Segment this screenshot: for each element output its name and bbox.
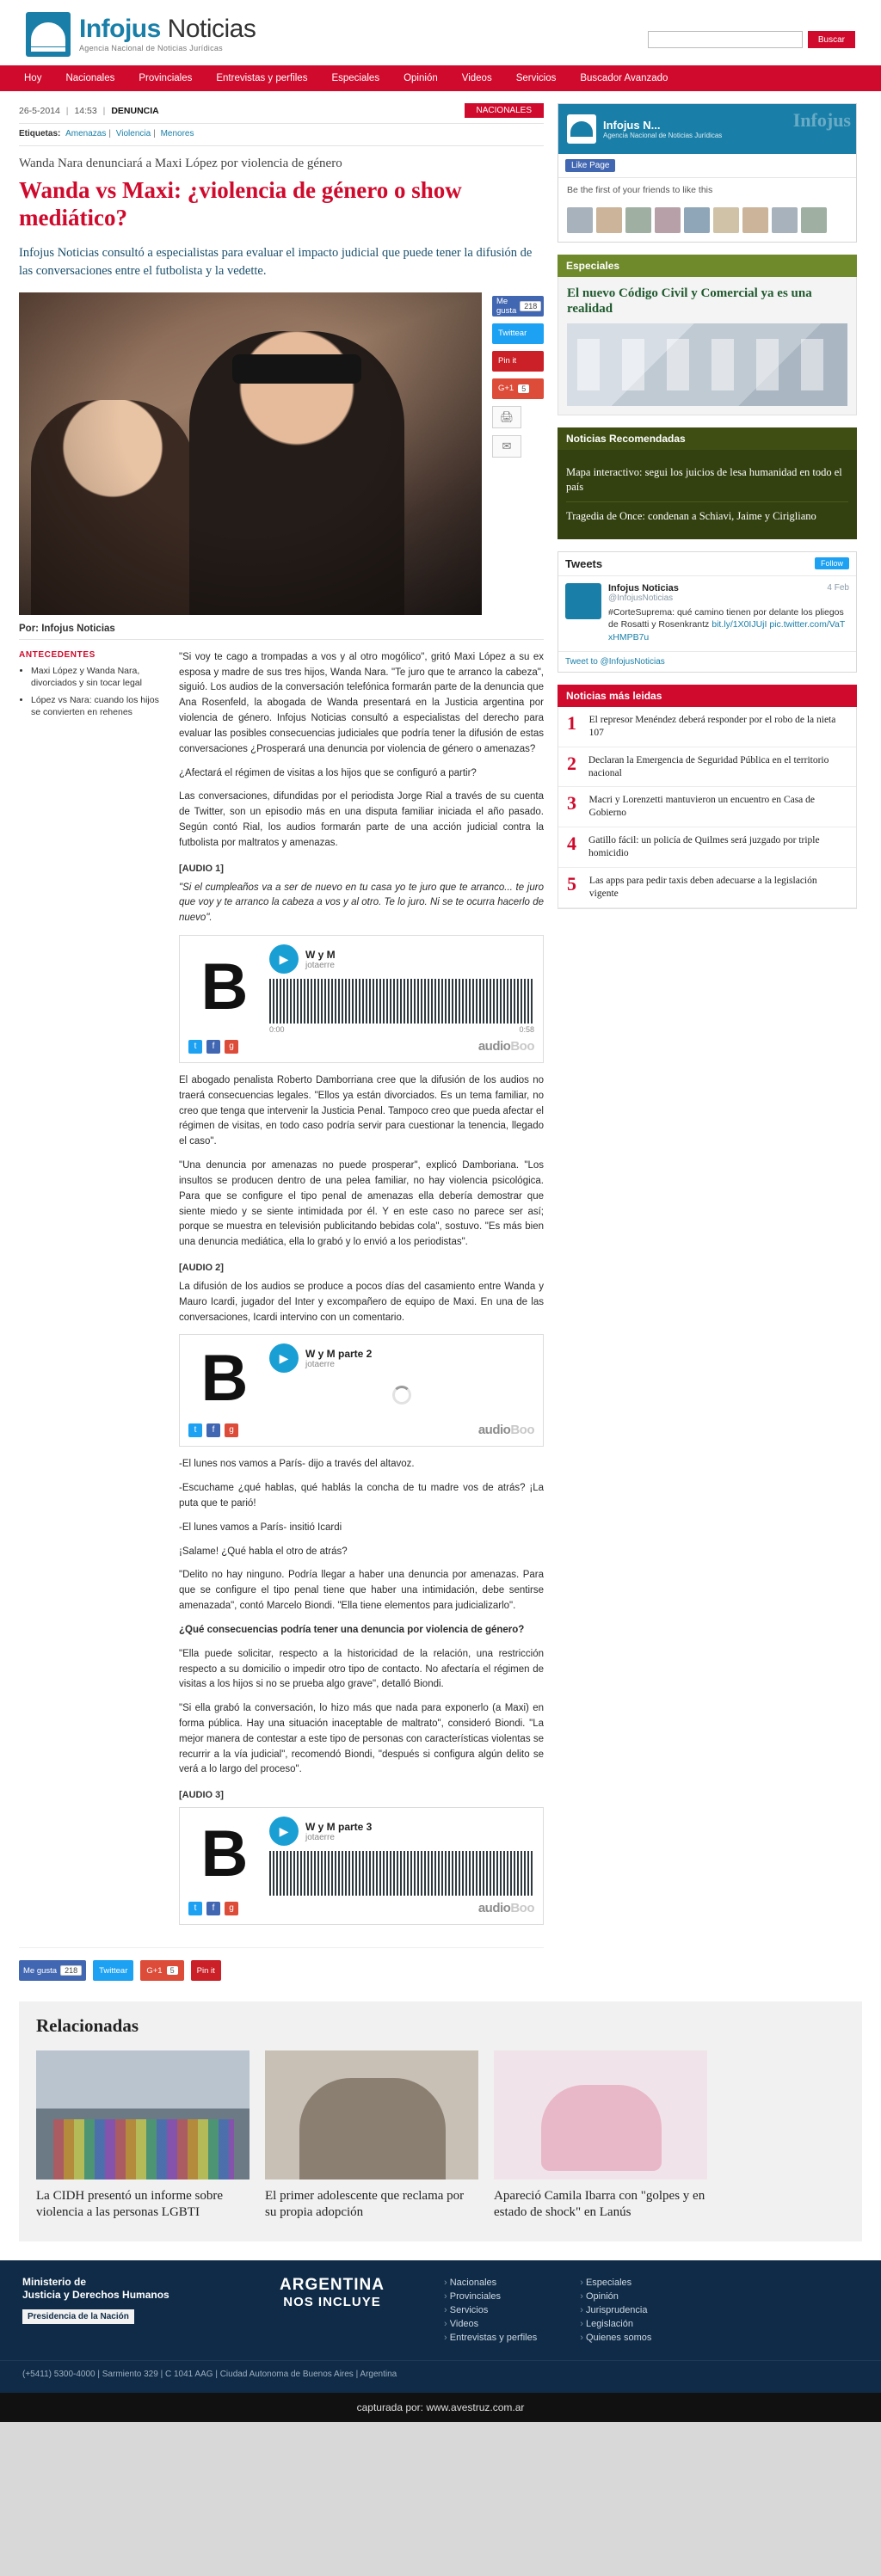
article-photo [19,292,482,615]
main-nav[interactable] [0,65,881,91]
audio-title: W y M parte 3 [305,1820,373,1833]
article-body [179,650,544,1935]
twitter-follow-button[interactable]: Follow [815,557,849,569]
recomendada-item[interactable]: Mapa interactivo: segui los juicios de lesa humanidad en todo el país [566,458,848,502]
audio-author: jotaerre [305,1359,335,1369]
twitter-widget[interactable] [558,551,857,673]
related-card[interactable] [265,2050,478,2221]
twitter-icon[interactable]: t [188,1423,202,1437]
tag-violencia[interactable]: Violencia [115,129,151,138]
rank-number: 3 [567,792,576,815]
recomendada-item[interactable]: Tragedia de Once: condenan a Schiavi, Jaime y Cirigliano [566,509,816,522]
antecedentes-item[interactable]: • Maxi López y Wanda Nara, divorciados y sin tocar legal [31,665,165,689]
footer-link[interactable]: › Quienes somos [580,2331,651,2345]
article-meta: 26-5-2014 | 14:53 | DENUNCIA NACIONALES [19,103,544,124]
especiales-image [567,323,847,406]
tweet-date: 4 Feb [827,582,849,593]
footer-column-2 [580,2276,651,2345]
especiales-panel [558,255,857,415]
audio-player-1[interactable] [179,935,544,1063]
most-read-title: Macri y Lorenzetti mantuvieron un encuentro en Casa de Gobierno [588,795,815,819]
related-heading: Relacionadas [36,2015,139,2037]
audioboo-logo-icon: B [188,1344,261,1417]
pinterest-share-label: Pin it [196,1965,215,1976]
facebook-icon[interactable]: f [206,1423,220,1437]
nav-item-especiales[interactable]: Especiales [331,73,380,83]
twitter-icon[interactable]: t [188,1902,202,1915]
article-date: 26-5-2014 [19,105,60,116]
related-title: Apareció Camila Ibarra con "golpes y en estado de shock" en Lanús [494,2189,705,2219]
gplus-count: 5 [518,384,529,393]
most-read-title: El represor Menéndez deberá responder por el robo de la nieta 107 [588,714,836,738]
article-overline: Wanda Nara denunciará a Maxi López por violencia de género [19,157,342,170]
play-button[interactable]: ▶ [269,1343,299,1373]
twitter-share-button[interactable] [93,1960,133,1981]
audioboo-logo-icon: B [188,1820,261,1892]
brand-title: Infojus Noticias [79,15,256,43]
most-read-header: Noticias más leidas [558,685,857,707]
capture-watermark: capturada por: www.avestruz.com.ar [0,2393,881,2422]
site-header [0,0,881,65]
player-share-icons[interactable] [188,1040,238,1054]
facebook-like-count: 218 [60,1965,82,1976]
audio-time-start: 0:00 [269,1025,285,1034]
most-read-title: Las apps para pedir taxis deben adecuarse a la legislación vigente [588,876,817,900]
antecedentes-item[interactable]: • López vs Nara: cuando los hijos se convierten en rehenes [31,694,165,718]
list-item[interactable] [558,868,856,908]
gplus-label: G+1 [146,1965,163,1976]
gplus-share-button[interactable] [492,378,544,399]
article-byline: Por: Infojus Noticias [19,615,544,640]
rank-number: 1 [567,711,576,734]
facebook-page-header: Infojus N... Agencia Nacional de Noticias Jurídicas Infojus [558,104,856,154]
audio-time-end: 0:58 [519,1025,534,1034]
footer-column-1 [444,2276,537,2345]
paragraph: La difusión de los audios se produce a pocos días del casamiento entre Wanda y Mauro Icardi, jugador del Inter y excompañero de equipo de Maxi. En una de las conversaciones, Icardi intervino con un comentario. [179,1281,544,1323]
gplus-icon[interactable]: g [225,1040,238,1054]
audio-title: W y M [305,948,336,961]
avatar [565,583,601,619]
gplus-count: 5 [167,1966,178,1975]
presidency-badge: Presidencia de la Nación [22,2309,134,2324]
tag-amenazas[interactable]: Amenazas [65,129,107,138]
brand-tagline: Agencia Nacional de Noticias Jurídicas [79,44,223,52]
recomendadas-panel [558,427,857,539]
footer-link[interactable]: › Nacionales [444,2276,537,2290]
page-title: Wanda vs Maxi: ¿violencia de género o show mediático? [19,177,462,231]
twitter-share-label: Twittear [99,1965,128,1976]
tags-label: Etiquetas: [19,129,61,138]
infojus-logo-icon [26,12,71,57]
search-form[interactable] [648,31,855,48]
facebook-page-sub: Agencia Nacional de Noticias Jurídicas [603,132,723,139]
most-read-title: Gatillo fácil: un policía de Quilmes será juzgado por triple homicidio [588,835,820,859]
facebook-widget-text: Be the first of your friends to like this [567,185,713,195]
footer-link[interactable]: › Opinión [580,2290,651,2303]
list-item[interactable] [558,787,856,827]
tweet-text: #CorteSuprema: qué camino tienen por delante los pliegos de Rosatti y Rosenkrantz [608,606,844,630]
dialogue-line: -El lunes nos vamos a París- dijo a través del altavoz. [179,1459,415,1470]
pinterest-share-button[interactable] [191,1960,221,1981]
list-item[interactable] [558,747,856,788]
antecedentes-heading: ANTECEDENTES [19,649,95,660]
rank-number: 2 [567,752,576,774]
argentina-line-2: NOS INCLUYE [283,2294,381,2309]
facebook-like-label: Me gusta [23,1965,58,1976]
ministry-line-2: Justicia y Derechos Humanos [22,2289,169,2302]
nav-item-hoy[interactable]: Hoy [24,73,42,83]
nav-item-provinciales[interactable]: Provinciales [139,73,193,83]
audio-2-label: [AUDIO 2] [179,1262,224,1273]
footer-contact-text: (+5411) 5300-4000 | Sarmiento 329 | C 1041 AAG | Ciudad Autonoma de Buenos Aires | Argentina [22,2369,397,2379]
ministry-line-1: Ministerio de [22,2275,87,2288]
facebook-icon[interactable]: f [206,1902,220,1915]
related-image [494,2050,707,2179]
recomendadas-header: Noticias Recomendadas [558,427,857,450]
article-time: 14:53 [74,105,97,116]
footer-link[interactable]: › Videos [444,2317,537,2331]
tweet-user[interactable]: Infojus Noticias [608,582,679,593]
antecedentes-box [19,650,165,1935]
nav-item-nacionales[interactable]: Nacionales [65,73,115,83]
especiales-header: Especiales [558,255,857,277]
article-column [19,103,544,1986]
tag-menores[interactable]: Menores [160,129,194,138]
nav-item-servicios[interactable]: Servicios [515,73,557,83]
player-share-icons[interactable] [188,1902,238,1915]
pinterest-share-label: Pin it [498,356,517,366]
facebook-like-button[interactable] [19,1960,86,1981]
sidebar [558,103,857,1986]
facebook-friend-avatars [558,202,856,242]
most-read-title: Declaran la Emergencia de Seguridad Pública en el territorio nacional [588,754,829,778]
audio-title: W y M parte 2 [305,1347,373,1360]
article-kicker: DENUNCIA [111,105,159,116]
pinterest-share-button[interactable] [492,351,544,372]
list-item[interactable] [558,707,856,747]
mail-icon[interactable]: ✉ [492,435,521,458]
paragraph: "Delito no hay ninguno. Podría llegar a haber una denuncia por amenazas. Para que se configure el tipo penal tiene que haber una intimidación, debe sentirse amenazada", contó Marcelo Biondi. "Ella tiene elementos para judicializarlo". [179,1570,544,1612]
dialogue-line: ¡Salame! ¿Qué habla el otro de atrás? [179,1546,348,1557]
share-bottom-bar[interactable] [19,1947,544,1986]
category-badge[interactable]: NACIONALES [465,103,544,118]
printer-icon[interactable]: 🖨 [492,406,521,428]
argentina-line-1: ARGENTINA [280,2275,385,2294]
waveform-scrubber[interactable] [269,979,534,1024]
paragraph: Las conversaciones, difundidas por el periodista Jorge Rial a través de su cuenta de Twitter, son un episodio más en una disputa familiar iniciada el año pasado. Según contó Rial, los audios formarán parte de una acción judicial contra la futbolista por maltratos y amenazas. [179,791,544,848]
paragraph: "Si ella grabó la conversación, lo hizo más que nada para exponerlo (a Maxi) en forma pública. Hay una situación inaceptable de maltrato", consideró Biondi. "La mejor manera de contestar a este tipo de personas con características violentas se recurrir a la vía judicial", recomendó Biondi, "después si configura algún delito se verá a lo largo del proceso". [179,1703,544,1775]
twitter-icon[interactable]: t [188,1040,202,1054]
nav-item-videos[interactable]: Videos [461,73,492,83]
related-image [265,2050,478,2179]
tweets-header: Tweets [565,556,603,570]
paragraph: El abogado penalista Roberto Damborriana cree que la difusión de los audios no traerá consecuencias legales. "Ellos ya están divorciados. Es un tema familiar, no creo que tenga que intervenir la Justicia Penal. Tampoco creo que pueda afectar el régimen de visitas, en todo caso podría servir para cuestionar la tenencia, llegado el caso". [179,1075,544,1147]
tweet-to-link[interactable]: Tweet to @InfojusNoticias [558,651,856,672]
footer-link[interactable]: › Provinciales [444,2290,537,2303]
related-card[interactable] [494,2050,707,2221]
tweet-pic-link[interactable]: pic.twitter.com/VaTxHMPB7u [608,619,846,642]
nav-item-buscador[interactable]: Buscador Avanzado [580,73,668,83]
footer-link[interactable]: › Especiales [580,2276,651,2290]
paragraph: "Ella puede solicitar, respecto a la historicidad de la relación, una restricción respecto a su domicilio o impedir otro tipo de contacto. No afectaría el régimen de visitas a los hijos si no se prueba algo grave", detalló Biondi. [179,1648,544,1690]
twitter-share-label: Twittear [498,329,527,339]
audio-1-label: [AUDIO 1] [179,863,224,874]
audioboo-logo-icon: B [188,953,261,1025]
waveform-scrubber[interactable] [269,1851,534,1896]
tweet-handle[interactable]: @InfojusNoticias [608,593,674,603]
dialogue-line: -El lunes vamos a París- insitió Icardi [179,1522,342,1533]
ministry-block [22,2276,220,2345]
infojus-logo-icon [567,114,596,144]
gplus-icon[interactable]: g [225,1423,238,1437]
related-card[interactable] [36,2050,250,2221]
footer-link[interactable]: › Jurisprudencia [580,2303,651,2317]
paragraph: "Si voy te cago a trompadas a vos y al otro mogólico", gritó Maxi López a su ex esposa y madre de sus tres hijos, Wanda Nara. "Te juro que te arranco la cabeza", siguió. Los audios de la conversación telefónica formarán parte de la denuncia que Ana Rosenfeld, la abogada de Wanda presentará en la Justicia argentina por violencia de género. Infojus Noticias consultó a especialistas del derecho para evaluar las posibles consecuencias judiciales que podría tener la difusión de estas conversaciones ¿Prosperará una denuncia por violencia de género o amenazas? [179,651,544,754]
facebook-page-widget[interactable] [558,103,857,243]
argentina-block [246,2276,418,2345]
nav-item-entrevistas[interactable]: Entrevistas y perfiles [216,73,308,83]
twitter-share-button[interactable] [492,323,544,344]
audio-3-label: [AUDIO 3] [179,1790,224,1801]
audio-player-2[interactable] [179,1334,544,1447]
facebook-like-page-button[interactable]: Like Page [565,159,615,172]
paragraph-question: ¿Afectará el régimen de visitas a los hijos que se configuró a partir? [179,767,477,778]
player-share-icons[interactable] [188,1423,238,1437]
paragraph-question: ¿Qué consecuencias podría tener una denuncia por violencia de género? [179,1624,525,1635]
rank-number: 5 [567,873,576,895]
dialogue-line: -Escuchame ¿qué hablas, qué hablás la concha de tu madre vos de atrás? ¡La puta que te parió! [179,1483,544,1509]
audioboo-brand: audioBoo [477,1423,534,1438]
facebook-page-name: Infojus N... [603,119,661,132]
nav-item-opinion[interactable]: Opinión [404,73,438,83]
share-sidebar[interactable] [492,292,544,615]
footer-link[interactable]: › Servicios [444,2303,537,2317]
related-section [19,2001,862,2241]
audio-author: jotaerre [305,960,335,970]
gplus-icon[interactable]: g [225,1902,238,1915]
most-read-panel [558,685,857,909]
play-button[interactable]: ▶ [269,944,299,974]
facebook-icon[interactable]: f [206,1040,220,1054]
footer-link[interactable]: › Entrevistas y perfiles [444,2331,537,2345]
site-brand[interactable] [26,12,256,57]
paragraph: "Una denuncia por amenazas no puede prosperar", explicó Damboriana. "Los insultos se producen dentro de una pelea familiar, no hay violencia psicológica. Para que se configure el tipo penal de amenazas ella debería demostrar que siente miedo y se siente intimidada por él. Y en este caso no parece ser así; porque se muestra en televisión publicitando bebidas cola", sostuvo. "Es más bien una denuncia mediática, ella lo grabó y lo envió a los periodistas". [179,1160,544,1248]
related-title: El primer adolescente que reclama por su propia adopción [265,2189,465,2219]
list-item[interactable] [558,827,856,868]
facebook-like-button[interactable] [492,296,544,317]
related-image [36,2050,250,2179]
search-button[interactable]: Buscar [808,31,855,48]
audio-loading-spinner [269,1373,534,1417]
rank-number: 4 [567,833,576,855]
gplus-share-button[interactable] [140,1960,183,1981]
audio-author: jotaerre [305,1832,335,1842]
footer-contact-bar [0,2360,881,2393]
article-lead: Infojus Noticias consultó a especialistas para evaluar el impacto judicial que puede tener la difusión de las conversaciones entre el futbolista y la vedette. [19,245,533,278]
audioboo-brand: audioBoo [477,1039,534,1054]
footer-links[interactable] [444,2276,651,2345]
especiales-title[interactable]: El nuevo Código Civil y Comercial ya es una realidad [567,286,812,316]
site-footer [0,2260,881,2360]
footer-link[interactable]: › Legislación [580,2317,651,2331]
audio-player-3[interactable] [179,1807,544,1925]
facebook-like-label: Me gusta [496,296,517,316]
audioboo-brand: audioBoo [477,1901,534,1916]
audio-1-quote: "Si el cumpleaños va a ser de nuevo en tu casa yo te juro que te arranco... te juro que voy y te arranco la cabeza a vos y al otro. Te lo juro. Ni se te ocurra hacerlo de nuevo". [179,882,544,924]
tweet-link[interactable]: bit.ly/1X0IJUjI [712,619,767,630]
tag-list: Etiquetas: Amenazas | Violencia | Menores [19,124,544,146]
gplus-label: G+1 [498,384,514,394]
facebook-like-count: 218 [520,301,541,311]
play-button[interactable]: ▶ [269,1817,299,1846]
search-input[interactable] [648,31,803,48]
related-title: La CIDH presentó un informe sobre violencia a las personas LGBTI [36,2189,224,2219]
